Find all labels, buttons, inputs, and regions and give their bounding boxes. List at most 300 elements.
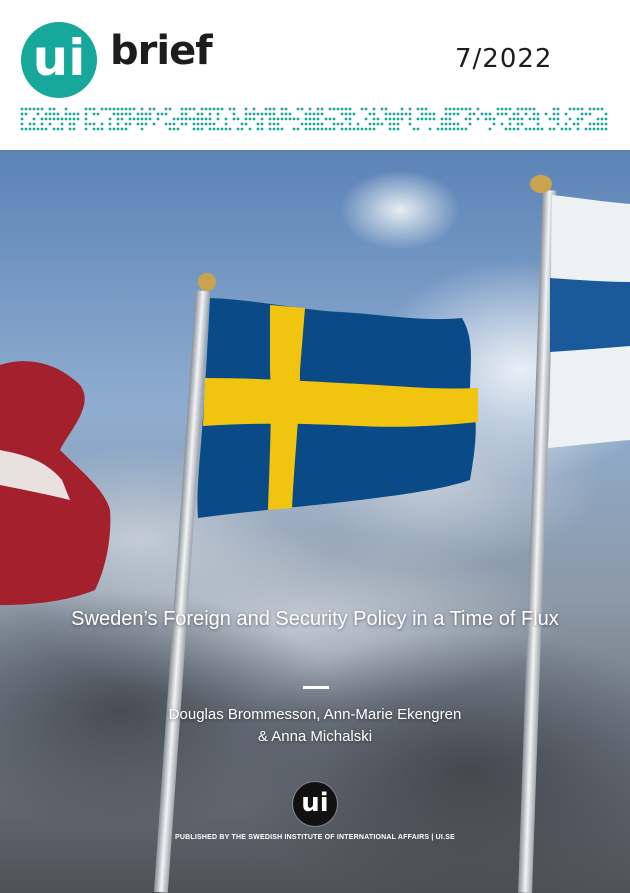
pattern-dot <box>369 128 372 131</box>
pattern-dot <box>601 123 604 126</box>
pattern-dot <box>301 108 304 111</box>
pattern-dot <box>101 108 104 111</box>
pattern-dot <box>197 123 200 126</box>
pattern-dot <box>305 123 308 126</box>
pattern-dot <box>385 118 388 121</box>
pattern-dot <box>577 128 580 131</box>
pattern-dot <box>33 128 36 131</box>
pattern-dot <box>513 118 516 121</box>
pattern-dot <box>121 118 124 121</box>
pattern-dot <box>245 113 248 116</box>
pattern-dot <box>149 118 152 121</box>
pattern-dot <box>261 128 264 131</box>
pattern-dot <box>461 108 464 111</box>
pattern-dot <box>465 108 468 111</box>
pattern-dot <box>329 128 332 131</box>
pattern-dot <box>69 123 72 126</box>
pattern-dot <box>489 118 492 121</box>
pattern-dot <box>493 123 496 126</box>
pattern-dot <box>93 113 96 116</box>
pattern-dot <box>509 128 512 131</box>
pattern-dot <box>121 113 124 116</box>
pattern-dot <box>101 128 104 131</box>
pattern-dot <box>509 118 512 121</box>
pattern-dot <box>241 123 244 126</box>
pattern-dot <box>213 123 216 126</box>
pattern-dot <box>249 128 252 131</box>
pattern-dot <box>409 108 412 111</box>
pattern-dot <box>137 118 140 121</box>
pattern-dot <box>209 113 212 116</box>
pattern-dot <box>49 108 52 111</box>
pattern-dot <box>141 108 144 111</box>
pattern-dot <box>61 128 64 131</box>
pattern-dot <box>129 108 132 111</box>
pattern-dot <box>433 118 436 121</box>
pattern-dot <box>285 113 288 116</box>
pattern-dot <box>41 128 44 131</box>
pattern-dot <box>97 128 100 131</box>
pattern-dot <box>533 118 536 121</box>
pattern-dot <box>245 123 248 126</box>
pattern-dot <box>345 118 348 121</box>
pattern-dot <box>21 113 24 116</box>
pattern-dot <box>169 128 172 131</box>
pattern-dot <box>429 113 432 116</box>
pattern-dot <box>597 108 600 111</box>
pattern-dot <box>305 118 308 121</box>
pattern-dot <box>589 108 592 111</box>
pattern-dot <box>189 118 192 121</box>
pattern-dot <box>77 113 80 116</box>
pattern-dot <box>269 123 272 126</box>
pattern-dot <box>297 118 300 121</box>
pattern-dot <box>457 108 460 111</box>
pattern-dot <box>345 113 348 116</box>
pattern-dot <box>601 128 604 131</box>
pattern-dot <box>85 113 88 116</box>
pattern-dot <box>417 128 420 131</box>
pattern-dot <box>597 128 600 131</box>
pattern-dot <box>421 113 424 116</box>
pattern-dot <box>57 118 60 121</box>
pattern-dot <box>269 113 272 116</box>
pattern-dot <box>585 128 588 131</box>
pattern-dot <box>77 118 80 121</box>
pattern-dot <box>121 128 124 131</box>
authors-line-1: Douglas Brommesson, Ann-Marie Ekengren <box>168 706 462 723</box>
pattern-dot <box>457 123 460 126</box>
pattern-dot <box>193 108 196 111</box>
pattern-dot <box>337 123 340 126</box>
pattern-dot <box>517 118 520 121</box>
pattern-dot <box>465 118 468 121</box>
pattern-dot <box>273 128 276 131</box>
pattern-dot <box>221 108 224 111</box>
pattern-dot <box>569 108 572 111</box>
pattern-dot <box>57 113 60 116</box>
pattern-dot <box>381 108 384 111</box>
cover-title: Sweden’s Foreign and Security Policy in a Time of Flux <box>71 608 559 630</box>
pattern-dot <box>49 113 52 116</box>
header <box>0 0 630 150</box>
pattern-dot <box>73 123 76 126</box>
pattern-dot <box>445 113 448 116</box>
pattern-dot <box>601 118 604 121</box>
pattern-dot <box>289 113 292 116</box>
pattern-dot <box>61 118 64 121</box>
pattern-dot <box>497 113 500 116</box>
pattern-dot <box>85 123 88 126</box>
pattern-dot <box>261 118 264 121</box>
pattern-dot <box>373 123 376 126</box>
pattern-dot <box>349 118 352 121</box>
pattern-dot <box>457 128 460 131</box>
pattern-dot <box>273 118 276 121</box>
pattern-dot <box>69 118 72 121</box>
pattern-dot <box>317 128 320 131</box>
authors <box>80 704 550 748</box>
pattern-dot <box>585 113 588 116</box>
pattern-dot <box>293 128 296 131</box>
pattern-dot <box>257 123 260 126</box>
pattern-dot <box>209 118 212 121</box>
pattern-dot <box>573 123 576 126</box>
pattern-dot <box>397 113 400 116</box>
pattern-dot <box>185 113 188 116</box>
pattern-dot <box>449 108 452 111</box>
pattern-dot <box>501 113 504 116</box>
pattern-dot <box>345 108 348 111</box>
pattern-dot <box>185 123 188 126</box>
ui-badge-logo <box>293 782 337 826</box>
pattern-dot <box>417 118 420 121</box>
pattern-dot <box>365 118 368 121</box>
pattern-dot <box>73 113 76 116</box>
pattern-dot <box>321 113 324 116</box>
pattern-dot <box>205 123 208 126</box>
pattern-dot <box>565 128 568 131</box>
pattern-dot <box>201 108 204 111</box>
pattern-dot <box>477 108 480 111</box>
pattern-dot <box>297 128 300 131</box>
pattern-dot <box>149 113 152 116</box>
pattern-dot <box>497 108 500 111</box>
pattern-dot <box>37 128 40 131</box>
pattern-dot <box>597 123 600 126</box>
pattern-dot <box>517 123 520 126</box>
pattern-dot <box>25 128 28 131</box>
pattern-dot <box>309 108 312 111</box>
pattern-dot <box>529 118 532 121</box>
pattern-dot <box>201 128 204 131</box>
pattern-dot <box>121 108 124 111</box>
pattern-dot <box>141 123 144 126</box>
pattern-dot <box>173 128 176 131</box>
pattern-dot <box>269 128 272 131</box>
pattern-dot <box>441 128 444 131</box>
pattern-dot <box>245 108 248 111</box>
pattern-dot <box>449 118 452 121</box>
cover-image <box>0 150 630 893</box>
pattern-dot <box>453 108 456 111</box>
pattern-dot <box>449 128 452 131</box>
pattern-dot <box>181 123 184 126</box>
pattern-dot <box>281 108 284 111</box>
pattern-dot <box>417 108 420 111</box>
pattern-dot <box>157 118 160 121</box>
badge-mark: ui <box>301 788 329 818</box>
pattern-dot <box>525 108 528 111</box>
pattern-dot <box>213 128 216 131</box>
pattern-dot <box>529 128 532 131</box>
pattern-dot <box>389 113 392 116</box>
pattern-dot <box>309 113 312 116</box>
pattern-dot <box>313 123 316 126</box>
pattern-dot <box>553 128 556 131</box>
pattern-dot <box>117 113 120 116</box>
pattern-dot <box>277 128 280 131</box>
pattern-dot <box>353 128 356 131</box>
pattern-dot <box>141 113 144 116</box>
pattern-dot <box>389 128 392 131</box>
pattern-dot <box>309 118 312 121</box>
pattern-dot <box>21 128 24 131</box>
pattern-dot <box>261 123 264 126</box>
pattern-dot <box>581 113 584 116</box>
pattern-dot <box>505 108 508 111</box>
pattern-dot <box>313 113 316 116</box>
pattern-dot <box>53 113 56 116</box>
pattern-dot <box>153 123 156 126</box>
pattern-dot <box>525 128 528 131</box>
pattern-dot <box>373 128 376 131</box>
pattern-dot <box>373 113 376 116</box>
pattern-dot <box>229 108 232 111</box>
pattern-dot <box>33 118 36 121</box>
pattern-dot <box>349 113 352 116</box>
pattern-dot <box>573 108 576 111</box>
pattern-dot <box>33 108 36 111</box>
ui-logo <box>21 22 97 98</box>
pattern-dot <box>141 128 144 131</box>
pattern-dot <box>341 113 344 116</box>
pattern-dot <box>549 118 552 121</box>
pattern-dot <box>53 118 56 121</box>
pattern-dot <box>253 113 256 116</box>
pattern-dot <box>129 123 132 126</box>
pattern-dot <box>453 113 456 116</box>
pattern-dot <box>193 123 196 126</box>
pattern-dot <box>65 108 68 111</box>
pattern-dot <box>389 118 392 121</box>
pattern-dot <box>281 113 284 116</box>
pattern-dot <box>45 113 48 116</box>
pattern-dot <box>341 128 344 131</box>
pattern-dot <box>253 108 256 111</box>
pattern-dot <box>229 128 232 131</box>
pattern-dot <box>257 128 260 131</box>
pattern-dot <box>225 128 228 131</box>
pattern-dot <box>29 108 32 111</box>
pattern-dot <box>405 113 408 116</box>
pattern-dot <box>201 123 204 126</box>
pattern-dot <box>321 128 324 131</box>
pattern-dot <box>325 118 328 121</box>
pattern-dot <box>49 118 52 121</box>
pattern-dot <box>577 118 580 121</box>
pattern-dot <box>317 113 320 116</box>
pattern-dot <box>533 108 536 111</box>
pattern-dot <box>333 108 336 111</box>
pattern-dot <box>173 123 176 126</box>
pattern-dot <box>37 108 40 111</box>
pattern-dot <box>189 108 192 111</box>
pattern-dot <box>557 123 560 126</box>
pattern-dot <box>145 113 148 116</box>
pattern-dot <box>33 123 36 126</box>
pattern-dot <box>489 113 492 116</box>
pattern-dot <box>601 108 604 111</box>
pattern-dot <box>437 128 440 131</box>
pattern-dot <box>469 118 472 121</box>
pattern-dot <box>21 108 24 111</box>
pattern-dot <box>537 113 540 116</box>
pattern-dot <box>269 118 272 121</box>
pattern-dot <box>285 118 288 121</box>
authors-line-2: & Anna Michalski <box>257 728 373 745</box>
pattern-dot <box>317 123 320 126</box>
pattern-dot <box>21 118 24 121</box>
pattern-dot <box>125 123 128 126</box>
pattern-dot <box>421 118 424 121</box>
pattern-dot <box>557 113 560 116</box>
pattern-dot <box>565 123 568 126</box>
pattern-dot <box>449 123 452 126</box>
pattern-dot <box>125 108 128 111</box>
pattern-dot <box>385 113 388 116</box>
pattern-dot <box>45 118 48 121</box>
pattern-dot <box>165 123 168 126</box>
pattern-dot <box>249 118 252 121</box>
pattern-dot <box>197 113 200 116</box>
pattern-dot <box>241 128 244 131</box>
pattern-dot <box>545 113 548 116</box>
pattern-dot <box>397 118 400 121</box>
pattern-dot <box>313 128 316 131</box>
pattern-dot <box>109 108 112 111</box>
pattern-dot <box>381 123 384 126</box>
pattern-dot <box>269 108 272 111</box>
pattern-dot <box>349 108 352 111</box>
pattern-dot <box>273 113 276 116</box>
pattern-dot <box>309 128 312 131</box>
pattern-dot <box>313 118 316 121</box>
pattern-dot <box>181 113 184 116</box>
pattern-dot <box>521 123 524 126</box>
pattern-dot <box>69 113 72 116</box>
pattern-dot <box>257 113 260 116</box>
issue-number: 7/2022 <box>455 44 553 74</box>
pattern-dot <box>53 108 56 111</box>
pattern-dot <box>25 108 28 111</box>
publisher-line: PUBLISHED BY THE SWEDISH INSTITUTE OF INTERNATIONAL AFFAIRS | UI.SE <box>175 834 455 841</box>
pattern-dot <box>41 123 44 126</box>
pattern-dot <box>509 108 512 111</box>
pattern-dot <box>129 113 132 116</box>
pattern-dot <box>553 118 556 121</box>
pattern-dot <box>145 118 148 121</box>
pattern-dot <box>537 128 540 131</box>
pattern-dot <box>73 118 76 121</box>
pattern-dot <box>209 123 212 126</box>
pattern-dot <box>117 108 120 111</box>
pattern-dot <box>321 123 324 126</box>
pattern-dot <box>369 113 372 116</box>
pattern-dot <box>501 123 504 126</box>
pattern-dot <box>225 123 228 126</box>
pattern-dot <box>217 118 220 121</box>
pattern-dot <box>137 123 140 126</box>
pattern-dot <box>445 118 448 121</box>
pattern-dot <box>457 113 460 116</box>
pattern-dot <box>149 108 152 111</box>
pattern-dot <box>517 113 520 116</box>
pattern-dot <box>577 108 580 111</box>
pattern-dot <box>557 108 560 111</box>
pattern-dot <box>317 118 320 121</box>
pattern-dot <box>237 118 240 121</box>
pattern-dot <box>89 123 92 126</box>
pattern-dot <box>105 108 108 111</box>
pattern-dot <box>337 108 340 111</box>
pattern-dot <box>93 128 96 131</box>
pattern-dot <box>197 118 200 121</box>
pattern-dot <box>529 108 532 111</box>
pattern-dot <box>553 113 556 116</box>
pattern-dot <box>361 128 364 131</box>
pattern-dot <box>589 123 592 126</box>
pattern-dot <box>217 108 220 111</box>
pattern-dot <box>409 123 412 126</box>
pattern-dot <box>425 118 428 121</box>
pattern-dot <box>57 128 60 131</box>
pattern-dot <box>193 118 196 121</box>
pattern-dot <box>581 108 584 111</box>
pattern-dot <box>341 108 344 111</box>
pattern-dot <box>73 128 76 131</box>
pattern-dot <box>397 128 400 131</box>
pattern-dot <box>29 128 32 131</box>
pattern-dot <box>353 113 356 116</box>
pattern-dot <box>201 113 204 116</box>
pattern-dot <box>197 128 200 131</box>
pattern-dot <box>565 113 568 116</box>
pattern-dot <box>185 108 188 111</box>
pattern-dot <box>65 118 68 121</box>
pattern-dot <box>453 123 456 126</box>
pattern-dot <box>117 123 120 126</box>
pattern-dot <box>317 108 320 111</box>
pattern-dot <box>377 123 380 126</box>
pattern-dot <box>237 128 240 131</box>
pattern-dot <box>21 123 24 126</box>
pattern-dot <box>365 128 368 131</box>
pattern-dot <box>513 113 516 116</box>
pattern-dot <box>361 108 364 111</box>
pattern-dot <box>401 108 404 111</box>
pattern-dot <box>125 128 128 131</box>
